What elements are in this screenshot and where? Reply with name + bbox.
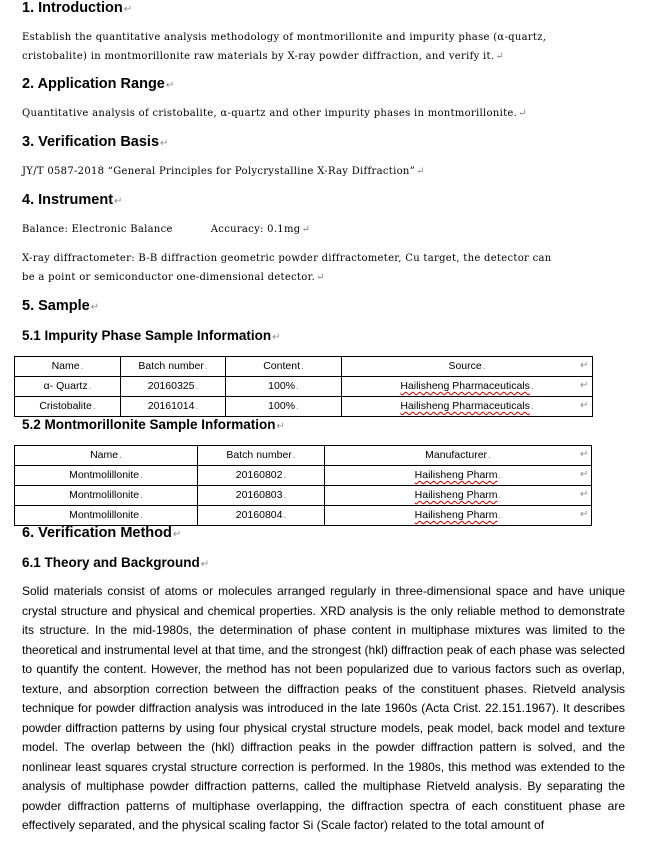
method-heading: 6. Verification Method↵ [22,525,182,541]
table-cell: 20160325. [121,377,226,397]
range-heading: 2. Application Range↵ [22,76,175,92]
table-cell: Hailisheng Pharmaceuticals. [342,397,593,417]
table-header-cell: Batch number. [121,357,226,377]
intro-heading: 1. Introduction↵ [22,0,133,16]
range-paragraph: Quantitative analysis of cristobalite, α-quartz and other impurity phases in montmorillonite.↵ [22,108,527,119]
table-row [15,377,593,397]
row-end-mark: ↵ [580,400,589,411]
intro-line-2: cristobalite) in montmorillonite raw materials by X-ray powder diffraction, and verify it.↵ [22,51,504,62]
instrument-heading: 4. Instrument↵ [22,192,123,208]
table-cell: 100%. [226,397,342,417]
accuracy-text: Accuracy: 0.1mg [210,224,301,235]
table-header-cell: Source. [342,357,593,377]
row-end-mark: ↵ [580,509,589,520]
table-cell: Hailisheng Pharm. [325,506,592,526]
basis-heading: 3. Verification Basis↵ [22,134,169,150]
table-row [15,466,592,486]
table-cell: α- Quartz. [15,377,121,397]
intro-line-1: Establish the quantitative analysis methodology of montmorillonite and impurity phase (α-quartz, [22,32,547,43]
table-header-row [15,446,592,466]
table-cell: Cristobalite. [15,397,121,417]
table-header-cell: Manufacturer. [325,446,592,466]
balance-line: Balance: Electronic Balance Accuracy: 0.1mg↵ [22,224,311,235]
table-cell: Montmolillonite. [15,486,198,506]
table-cell: 20160803. [198,486,325,506]
table-header-row [15,357,593,377]
table-cell: 20160804. [198,506,325,526]
table-header-cell: Content. [226,357,342,377]
table-cell: 20161014. [121,397,226,417]
table-header-cell: Name. [15,446,198,466]
table-cell: Hailisheng Pharm. [325,466,592,486]
row-end-mark: ↵ [580,449,589,460]
table-row [15,506,592,526]
table-header-cell: Batch number. [198,446,325,466]
diffractometer-paragraph [22,249,625,287]
basis-paragraph: JY/T 0587-2018 “General Principles for Polycrystalline X-Ray Diffraction”↵ [22,166,425,177]
table-cell: Hailisheng Pharm. [325,486,592,506]
intro-paragraph [22,28,625,66]
mont-heading: 5.2 Montmorillonite Sample Information↵ [22,417,285,432]
row-end-mark: ↵ [580,380,589,391]
table-cell: Hailisheng Pharmaceuticals. [342,377,593,397]
row-end-mark: ↵ [580,360,589,371]
table-cell: 20160802. [198,466,325,486]
table-cell: 100%. [226,377,342,397]
row-end-mark: ↵ [580,489,589,500]
table-cell: Montmolillonite. [15,466,198,486]
mont-table [14,445,592,526]
table-cell: Montmolillonite. [15,506,198,526]
diffractometer-line-1: X-ray diffractometer: B-B diffraction geometric powder diffractometer, Cu target, the detector can [22,253,552,264]
impurity-heading: 5.1 Impurity Phase Sample Information↵ [22,328,281,343]
impurity-table [14,356,593,417]
sample-heading: 5. Sample↵ [22,298,100,314]
table-row [15,486,592,506]
theory-paragraph: Solid materials consist of atoms or molecules arranged regularly in three-dimensional space and have unique crystal structure and physical and chemical properties. XRD analysis is the only reliable method to demonstrate its structure. In the mid-1980s, the determination of phase content in multiphase mixtures was limited to the theoretical and instrumental level at that time, and the strongest (hkl) diffraction peak of each phase was selected to quantify the content. However, the method has not been popularized due to various factors such as overlap, texture, and absorption correction between the diffraction peaks of the constituent phases. Rietveld analysis technique for powder diffraction analysis was introduced in the late 1960s (Acta Crist. 22.151.1967). It describes powder diffraction patterns by using four physical crystal structure models, peak model, back model and texture model. The overlap between the (hkl) diffraction peaks in the powder diffraction pattern is solved, and the nonlinear least squares crystal structure correction is performed. In the 1980s, this method was extended to the analysis of multiphase powder diffraction patterns, called the multiphase Rietveld analysis. By separating the powder diffraction patterns of multiphase overlapping, the diffraction spectra of each constituent phase are effectively separated, and the physical scaling factor Si (Scale factor) related to the total amount of [22,584,625,832]
table-header-cell: Name. [15,357,121,377]
theory-heading: 6.1 Theory and Background↵ [22,555,210,570]
table-row [15,397,593,417]
row-end-mark: ↵ [580,469,589,480]
diffractometer-line-2: be a point or semiconductor one-dimensional detector.↵ [22,272,325,283]
